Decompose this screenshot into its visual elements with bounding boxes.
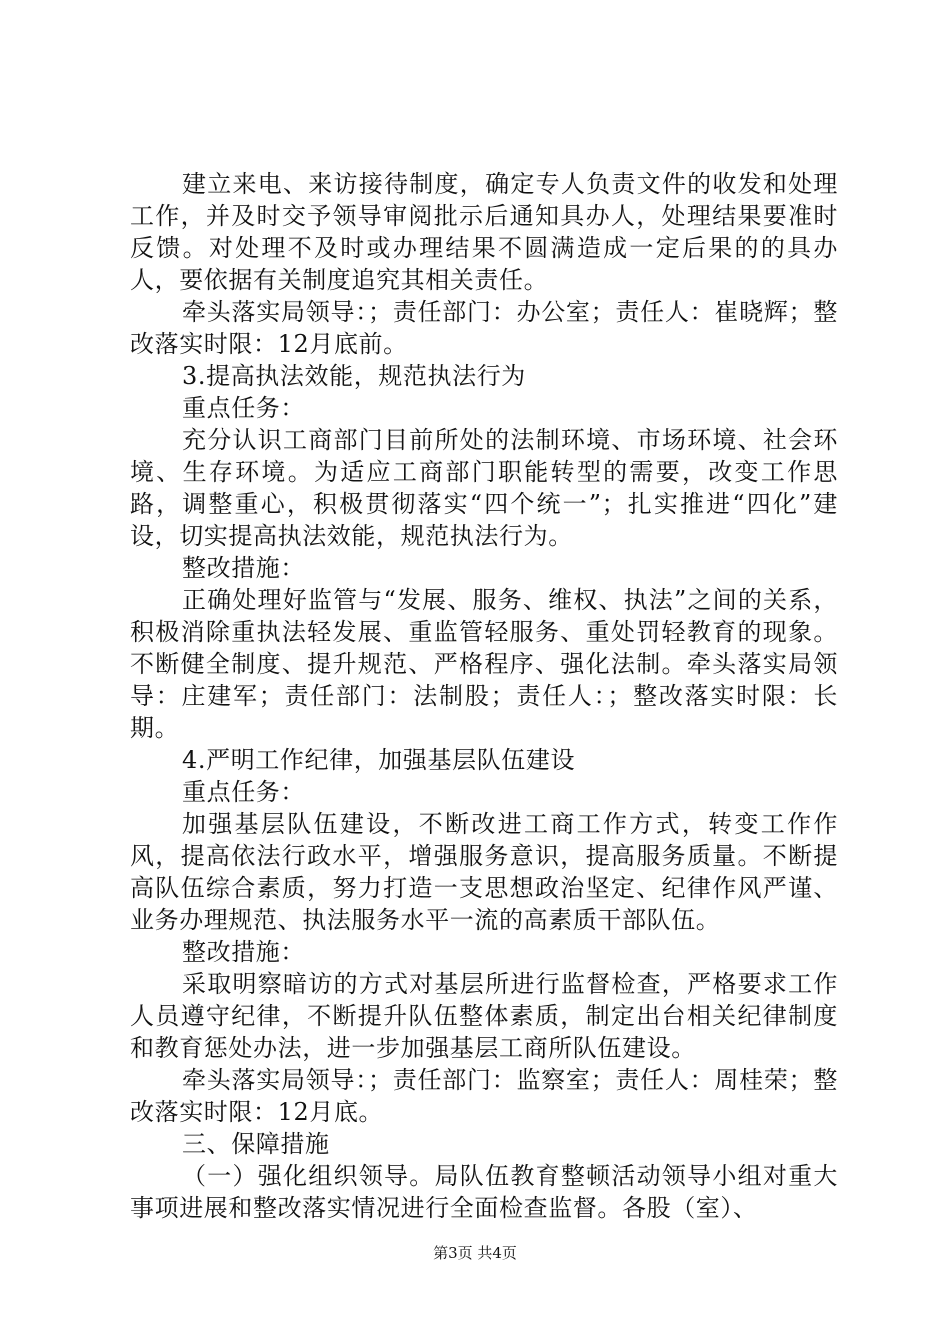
label-key-tasks: 重点任务： <box>182 394 305 422</box>
heading-work-discipline: 4.严明工作纪律，加强基层队伍建设 <box>182 746 576 774</box>
label-rectification-measures-2: 整改措施： <box>182 938 305 966</box>
paragraph-responsibility-supervision: 牵头落实局领导：；责任部门：监察室；责任人：周桂荣；整改落实时限：12月底。 <box>130 1066 838 1126</box>
heading-enforcement-efficiency: 3.提高执法效能，规范执法行为 <box>182 362 526 390</box>
label-rectification-measures: 整改措施： <box>182 554 305 582</box>
paragraph-reception-system: 建立来电、来访接待制度，确定专人负责文件的收发和处理工作，并及时交予领导审阅批示后通知具办人，处理结果要准时反馈。对处理不及时或办理结果不圆满造成一定后果的的具办人，要依据有关制度追究其相关责任。 <box>130 170 838 294</box>
label-key-tasks-2: 重点任务： <box>182 778 305 806</box>
paragraph-responsibility-office: 牵头落实局领导：；责任部门：办公室；责任人：崔晓辉；整改落实时限：12月底前。 <box>130 298 838 358</box>
paragraph-key-tasks-team: 加强基层队伍建设，不断改进工商工作方式，转变工作作风，提高依法行政水平，增强服务意识，提高服务质量。不断提高队伍综合素质，努力打造一支思想政治坚定、纪律作风严谨、业务办理规范、执法服务水平一流的高素质干部队伍。 <box>130 810 838 934</box>
paragraph-measures-inspection: 采取明察暗访的方式对基层所进行监督检查，严格要求工作人员遵守纪律，不断提升队伍整体素质，制定出台相关纪律制度和教育惩处办法，进一步加强基层工商所队伍建设。 <box>130 970 838 1062</box>
paragraph-measures-enforcement: 正确处理好监管与“发展、服务、维权、执法”之间的关系，积极消除重执法轻发展、重监管轻服务、重处罚轻教育的现象。不断健全制度、提升规范、严格程序、强化法制。牵头落实局领导：庄建军；责任部门：法制股；责任人：；整改落实时限：长期。 <box>130 586 838 742</box>
page-number-footer: 第3页 共4页 <box>433 1244 517 1262</box>
heading-safeguard-measures: 三、保障措施 <box>182 1130 330 1158</box>
paragraph-key-tasks-enforcement: 充分认识工商部门目前所处的法制环境、市场环境、社会环境、生存环境。为适应工商部门职能转型的需要，改变工作思路，调整重心，积极贯彻落实“四个统一”；扎实推进“四化”建设，切实提高执法效能，规范执法行为。 <box>130 426 838 550</box>
paragraph-organization-leadership: （一）强化组织领导。局队伍教育整顿活动领导小组对重大事项进展和整改落实情况进行全面检查监督。各股（室）、 <box>130 1162 838 1222</box>
document-body <box>130 168 838 1224</box>
